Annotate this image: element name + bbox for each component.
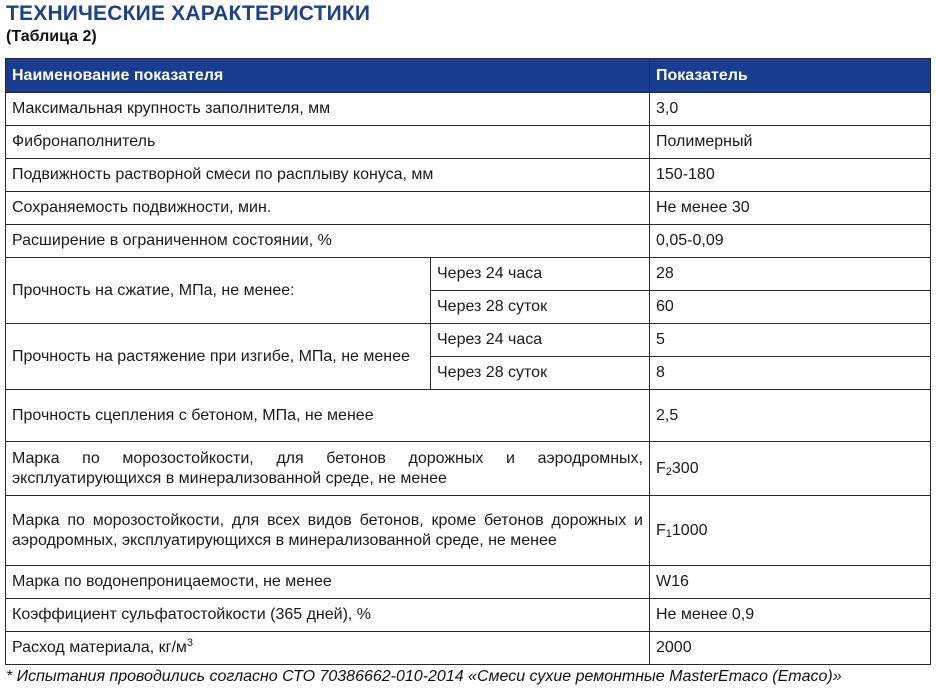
row-value: 150-180 (650, 159, 931, 192)
row-value (650, 442, 931, 496)
value-prefix: F (656, 521, 666, 539)
row-period: Через 28 суток (431, 357, 650, 390)
row-name: Марка по морозостойкости, для всех видов бетонов, кроме бетонов дорожных и аэродромных, эксплуатирующихся в минерализованной среде, не менее (6, 496, 650, 566)
row-name (6, 632, 650, 665)
row-name: Прочность сцепления с бетоном, МПа, не менее (6, 390, 650, 442)
row-name: Марка по водонепроницаемости, не менее (6, 566, 650, 599)
row-name: Подвижность растворной смеси по расплыву конуса, мм (6, 159, 650, 192)
table-row (6, 632, 931, 665)
value-subscript: 2 (665, 465, 672, 478)
table-row (6, 496, 931, 566)
row-value: Не менее 0,9 (650, 599, 931, 632)
name-text: Расход материала, кг/м (12, 639, 187, 656)
table-row (6, 93, 931, 126)
row-name: Фибронаполнитель (6, 126, 650, 159)
table-row (6, 258, 931, 291)
table-row (6, 192, 931, 225)
row-value: 3,0 (650, 93, 931, 126)
page-title: ТЕХНИЧЕСКИЕ ХАРАКТЕРИСТИКИ (6, 2, 371, 25)
value-suffix: 1000 (671, 521, 708, 539)
row-period: Через 28 суток (431, 291, 650, 324)
row-value: 60 (650, 291, 931, 324)
header-value: Показатель (650, 59, 931, 93)
row-value: 2000 (650, 632, 931, 665)
row-value (650, 496, 931, 566)
row-name: Прочность на растяжение при изгибе, МПа, не менее (6, 324, 431, 390)
table-row (6, 566, 931, 599)
table-caption: (Таблица 2) (6, 28, 97, 45)
footnote: * Испытания проводились согласно СТО 70386662-010-2014 «Смеси сухие ремонтные MasterEmaco (Emaco)» (6, 668, 842, 685)
row-value: 0,05-0,09 (650, 225, 931, 258)
row-value: 2,5 (650, 390, 931, 442)
name-superscript: 3 (186, 637, 194, 649)
row-name: Коэффициент сульфатостойкости (365 дней), % (6, 599, 650, 632)
table-row (6, 225, 931, 258)
row-name: Максимальная крупность заполнителя, мм (6, 93, 650, 126)
row-period: Через 24 часа (431, 258, 650, 291)
row-value: Не менее 30 (650, 192, 931, 225)
header-name: Наименование показателя (6, 59, 650, 93)
row-value: 8 (650, 357, 931, 390)
table-row (6, 324, 931, 357)
specifications-table (5, 58, 931, 665)
row-name: Расширение в ограниченном состоянии, % (6, 225, 650, 258)
value-prefix: F (656, 459, 666, 477)
row-period: Через 24 часа (431, 324, 650, 357)
row-name: Сохраняемость подвижности, мин. (6, 192, 650, 225)
table-row (6, 390, 931, 442)
row-value: 28 (650, 258, 931, 291)
row-name: Прочность на сжатие, МПа, не менее: (6, 258, 431, 324)
row-value: Полимерный (650, 126, 931, 159)
value-subscript: 1 (665, 527, 672, 540)
table-row (6, 599, 931, 632)
row-value: 5 (650, 324, 931, 357)
value-suffix: 300 (671, 459, 699, 477)
row-name: Марка по морозостойкости, для бетонов дорожных и аэродромных, эксплуатирующихся в минерализованной среде, не менее (6, 442, 650, 496)
table-row (6, 159, 931, 192)
table-header-row (6, 59, 931, 93)
table-row (6, 442, 931, 496)
table-row (6, 126, 931, 159)
row-value: W16 (650, 566, 931, 599)
